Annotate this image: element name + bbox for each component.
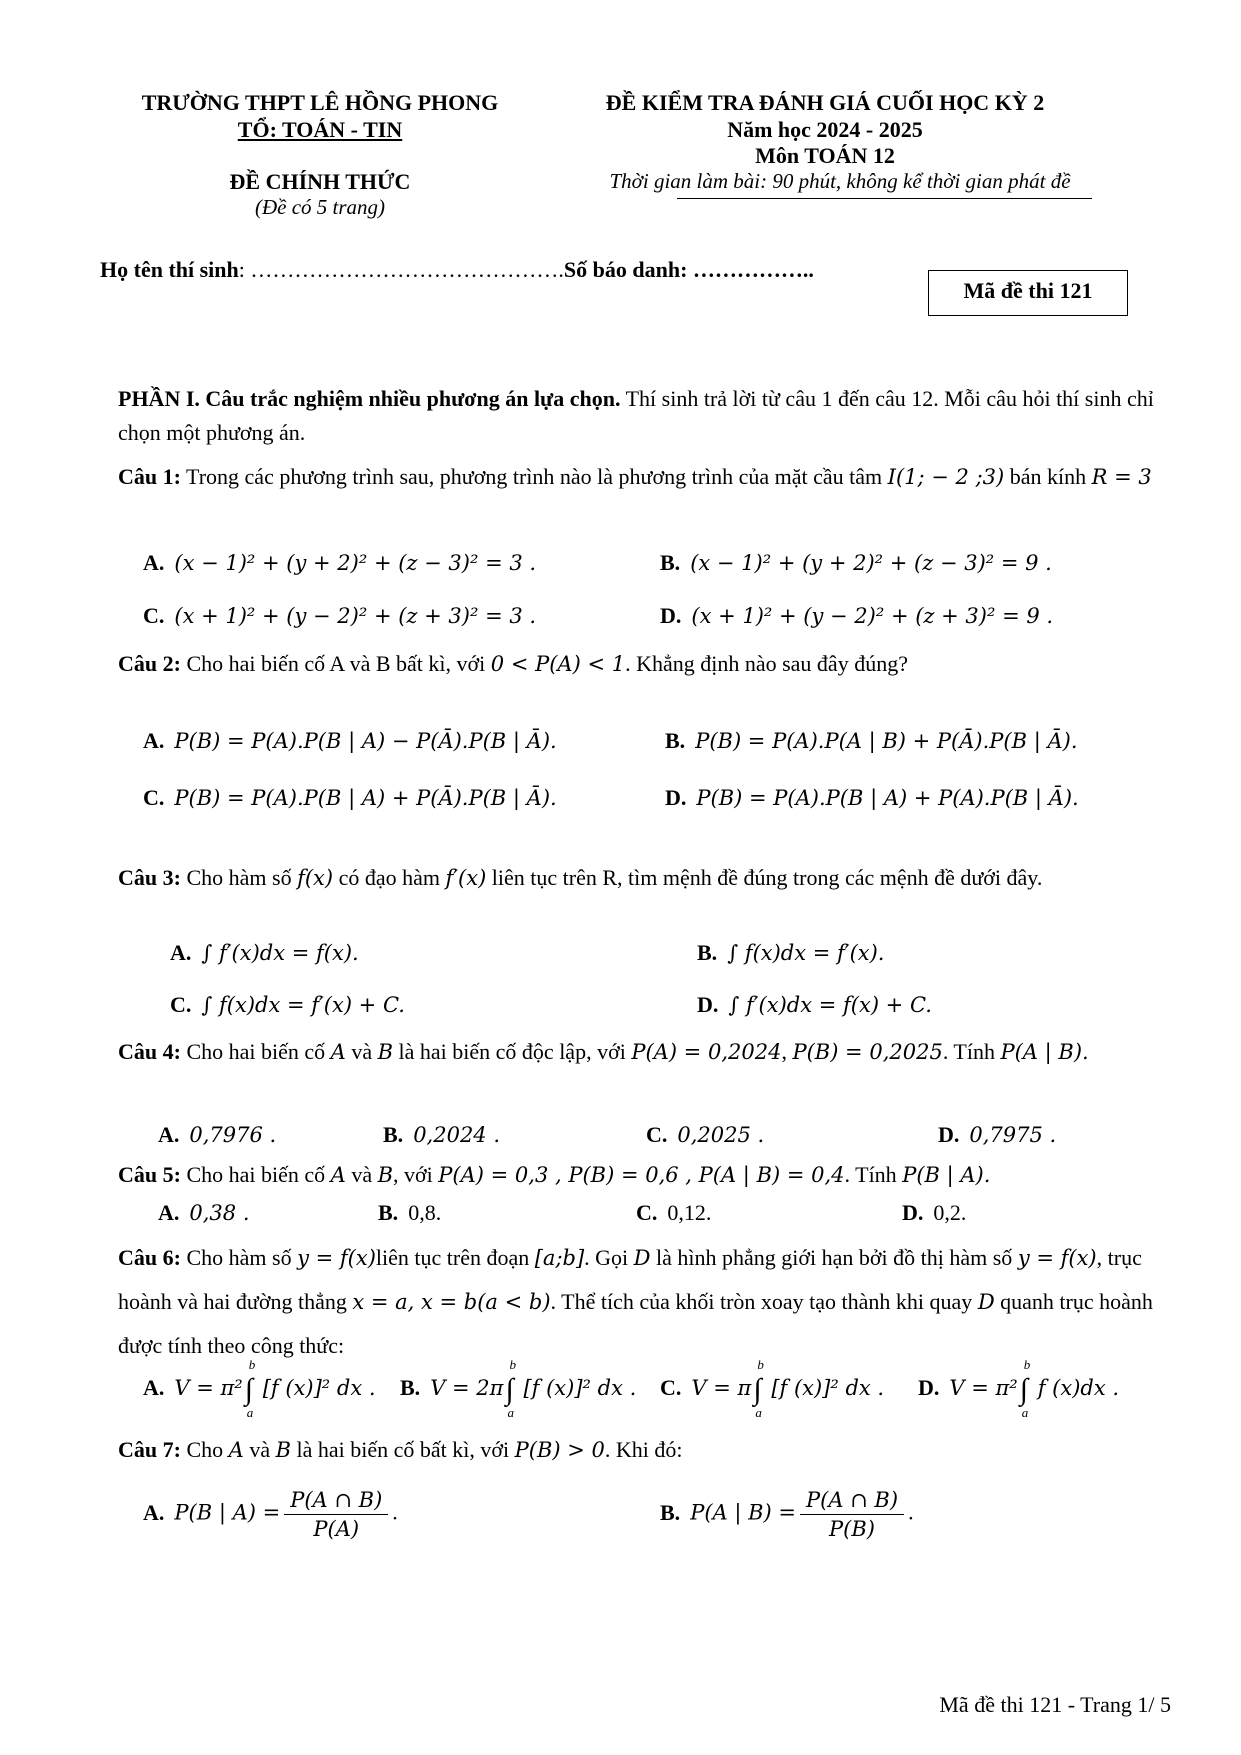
q6-option-c xyxy=(660,1357,885,1420)
question-text: là hai biến cố bất kì, với xyxy=(291,1437,515,1462)
option-prefix: V = π² xyxy=(174,1376,243,1401)
integral-sign: ∫ b a xyxy=(1019,1357,1031,1420)
q2-option-a xyxy=(143,728,557,754)
question-text: , với xyxy=(393,1162,439,1187)
subject: Môn TOÁN 12 xyxy=(755,143,895,168)
option-body: [f (x)]² dx . xyxy=(523,1376,637,1401)
option-text: P(B) = P(A).P(A | B) + P(Ā).P(B | Ā). xyxy=(695,729,1078,753)
question-text: có đạo hàm xyxy=(333,865,446,890)
lower-bound: a xyxy=(755,1405,762,1420)
separator: , xyxy=(781,1039,793,1064)
q1-option-d xyxy=(660,603,1053,629)
option-text: 0,2025 . xyxy=(677,1123,765,1147)
option-text: 0,7975 . xyxy=(969,1123,1057,1147)
lower-bound: a xyxy=(1021,1405,1029,1420)
option-text: ∫ f(x)dx = f′(x) + C. xyxy=(201,993,405,1017)
question-text: , trục hoành và hai đường thẳng xyxy=(118,1245,1142,1314)
option-label: A. xyxy=(158,1122,180,1147)
q1-option-b xyxy=(660,550,1052,576)
question-5 xyxy=(118,1158,1178,1192)
question-text: . Thể tích của khối tròn xoay tạo thành khi quay xyxy=(550,1289,978,1314)
exam-code-box: Mã đề thi 121 xyxy=(928,270,1128,316)
school-year: Năm học 2024 - 2025 xyxy=(727,117,923,142)
upper-bound: b xyxy=(248,1357,256,1372)
integral-sign: ∫ b a xyxy=(753,1357,764,1420)
q2-option-b xyxy=(665,728,1078,754)
math-a: A xyxy=(330,1163,346,1187)
q5-option-d xyxy=(902,1200,966,1226)
option-label: C. xyxy=(143,785,165,810)
option-label: C. xyxy=(636,1200,658,1225)
exam-title: ĐỀ KIỂM TRA ĐÁNH GIÁ CUỐI HỌC KỲ 2 xyxy=(605,90,1045,115)
math-condition: P(B) > 0 xyxy=(514,1438,605,1462)
math-b: B xyxy=(377,1040,394,1064)
option-label: B. xyxy=(697,940,718,965)
option-lhs: P(B | A) = xyxy=(174,1500,281,1525)
part1-instructions xyxy=(118,382,1178,450)
candidate-line xyxy=(100,257,814,283)
q7-option-a: A. P(B | A) = $\frac{P(A \cap B)}{P(A)}$ . xyxy=(143,1488,398,1541)
math-f: f(x) xyxy=(297,866,334,890)
option-label: D. xyxy=(902,1200,924,1225)
question-text: liên tục trên đoạn xyxy=(375,1245,535,1270)
question-text: và xyxy=(243,1437,276,1462)
question-3 xyxy=(118,860,1178,896)
math-ask: P(A | B). xyxy=(1000,1040,1089,1064)
option-text: ∫ f′(x)dx = f(x). xyxy=(201,941,359,965)
option-prefix: V = π² xyxy=(949,1376,1018,1401)
option-text: 0,38 . xyxy=(189,1201,250,1225)
option-label: A. xyxy=(143,550,165,575)
q6-option-d xyxy=(918,1357,1120,1420)
question-label: Câu 6: xyxy=(118,1245,181,1270)
math-d: D xyxy=(977,1290,995,1314)
option-label: B. xyxy=(660,1499,681,1525)
q1-option-a xyxy=(143,550,536,576)
option-label: B. xyxy=(383,1122,404,1147)
math-values: P(A) = 0,3 , P(B) = 0,6 , P(A | B) = 0,4 xyxy=(438,1163,845,1187)
math-d: D xyxy=(633,1246,651,1270)
q2-option-c xyxy=(143,785,557,811)
math-fprime: f′(x) xyxy=(445,866,487,890)
fraction xyxy=(284,1488,388,1541)
official-label: ĐỀ CHÍNH THỨC xyxy=(229,169,411,194)
upper-bound: b xyxy=(1023,1357,1031,1372)
option-label: C. xyxy=(646,1122,668,1147)
q7-option-b: B. P(A | B) = $\frac{P(A \cap B)}{P(B)}$ . xyxy=(660,1488,914,1541)
math-center: I(1; − 2 ;3) xyxy=(887,465,1005,489)
q1-option-c xyxy=(143,603,536,629)
question-label: Câu 2: xyxy=(118,651,181,676)
option-text: ∫ f′(x)dx = f(x) + C. xyxy=(728,993,932,1017)
option-prefix: V = π xyxy=(691,1376,752,1401)
option-label: D. xyxy=(697,992,719,1017)
option-body: [f (x)]² dx . xyxy=(771,1376,885,1401)
option-text: 0,8. xyxy=(408,1200,442,1225)
math-condition: 0 < P(A) < 1 xyxy=(490,652,626,676)
q3-option-d xyxy=(697,992,932,1018)
question-6 xyxy=(118,1236,1178,1367)
upper-bound: b xyxy=(757,1357,764,1372)
integral-sign: ∫ b a xyxy=(505,1357,516,1420)
math-b: B xyxy=(377,1163,394,1187)
lower-bound: a xyxy=(507,1405,514,1420)
question-text: quanh trục hoành được tính theo công thức: xyxy=(118,1289,1153,1358)
q2-option-d xyxy=(665,785,1079,811)
question-7 xyxy=(118,1433,1178,1467)
name-dots: : ……………………………………. xyxy=(238,257,564,282)
integral-sign: ∫ b a xyxy=(244,1357,256,1420)
math-lines: x = a, x = b(a < b) xyxy=(352,1290,551,1314)
question-text: Cho hai biến cố xyxy=(180,1162,331,1187)
option-label: D. xyxy=(660,603,682,628)
lower-bound: a xyxy=(246,1405,254,1420)
upper-bound: b xyxy=(509,1357,516,1372)
option-label: B. xyxy=(378,1200,399,1225)
part1-heading: PHẦN I. Câu trắc nghiệm nhiều phương án lựa chọn. xyxy=(118,386,621,411)
question-label: Câu 3: xyxy=(118,865,181,890)
option-label: A. xyxy=(143,1499,165,1525)
math-a: A xyxy=(228,1438,244,1462)
option-text: P(B) = P(A).P(B | A) + P(A).P(B | Ā). xyxy=(696,786,1079,810)
option-text: 0,2. xyxy=(933,1200,967,1225)
denominator: P(B) xyxy=(829,1517,875,1541)
option-label: D. xyxy=(665,785,687,810)
question-text: . Gọi xyxy=(584,1245,634,1270)
exam-duration: Thời gian làm bài: 90 phút, không kể thời gian phát đề xyxy=(609,169,1071,193)
option-label: B. xyxy=(400,1375,421,1401)
q5-option-c xyxy=(636,1200,711,1226)
q4-option-c xyxy=(646,1122,764,1148)
q6-option-a xyxy=(143,1357,376,1420)
question-label: Câu 1: xyxy=(118,464,181,489)
question-label: Câu 7: xyxy=(118,1437,181,1462)
question-text: . Tính xyxy=(844,1162,903,1187)
question-text: là hai biến cố độc lập, với xyxy=(393,1039,632,1064)
q4-option-a xyxy=(158,1122,276,1148)
q3-option-b xyxy=(697,940,884,966)
page-footer: Mã đề thi 121 - Trang 1/ 5 xyxy=(939,1692,1171,1717)
option-label: C. xyxy=(660,1375,682,1401)
q3-option-a xyxy=(170,940,359,966)
question-text: Cho hàm số xyxy=(180,1245,298,1270)
option-label: C. xyxy=(170,992,192,1017)
q5-option-b xyxy=(378,1200,441,1226)
question-2 xyxy=(118,647,1178,681)
school-name: TRƯỜNG THPT LÊ HỒNG PHONG xyxy=(141,90,499,115)
question-label: Câu 4: xyxy=(118,1039,181,1064)
option-text: (x + 1)² + (y − 2)² + (z + 3)² = 3 . xyxy=(174,604,537,628)
option-label: A. xyxy=(143,1375,165,1401)
question-text: bán kính xyxy=(1004,464,1092,489)
question-text: Trong các phương trình sau, phương trình nào là phương trình của mặt cầu tâm xyxy=(180,464,888,489)
q6-option-b xyxy=(400,1357,637,1420)
part1-text: Thí sinh trả lời từ câu 1 đến câu 12. Mỗi câu hỏi thí sinh chỉ chọn một phương án. xyxy=(118,386,1154,445)
question-text: liên tục trên R, tìm mệnh đề đúng trong các mệnh đề dưới đây. xyxy=(486,865,1043,890)
question-text: . Tính xyxy=(942,1039,1001,1064)
question-1 xyxy=(118,460,1178,494)
math-y: y = f(x) xyxy=(1017,1246,1097,1270)
option-label: D. xyxy=(918,1375,940,1401)
option-text: 0,7976 . xyxy=(189,1123,277,1147)
option-text: (x + 1)² + (y − 2)² + (z + 3)² = 9 . xyxy=(691,604,1054,628)
option-body: [f (x)]² dx . xyxy=(262,1376,376,1401)
q4-option-b xyxy=(383,1122,500,1148)
q4-option-d xyxy=(938,1122,1056,1148)
option-text: (x − 1)² + (y + 2)² + (z − 3)² = 9 . xyxy=(690,551,1052,575)
question-text: . Khi đó: xyxy=(604,1437,683,1462)
q5-option-a xyxy=(158,1200,250,1226)
question-text: Cho hai biến cố xyxy=(180,1039,331,1064)
title-underline xyxy=(677,198,1092,199)
question-text: và xyxy=(345,1039,378,1064)
option-body: f (x)dx . xyxy=(1037,1376,1120,1401)
option-label: A. xyxy=(158,1200,180,1225)
option-text: 0,2024 . xyxy=(413,1123,501,1147)
question-text: Cho hai biến cố A và B bất kì, với xyxy=(180,651,491,676)
page-count: (Đề có 5 trang) xyxy=(254,195,386,219)
option-label: A. xyxy=(170,940,192,965)
option-label: A. xyxy=(143,728,165,753)
option-text: P(B) = P(A).P(B | A) + P(Ā).P(B | Ā). xyxy=(174,786,557,810)
math-ask: P(B | A). xyxy=(902,1163,991,1187)
option-text: P(B) = P(A).P(B | A) − P(Ā).P(B | Ā). xyxy=(174,729,557,753)
question-text: . Khẳng định nào sau đây đúng? xyxy=(625,651,908,676)
department: TỔ: TOÁN - TIN xyxy=(237,117,403,142)
option-label: B. xyxy=(665,728,686,753)
math-pb: P(B) = 0,2025 xyxy=(792,1040,943,1064)
option-prefix: V = 2π xyxy=(430,1376,504,1401)
math-y: y = f(x) xyxy=(297,1246,376,1270)
math-segment: [a;b] xyxy=(534,1246,585,1270)
math-radius: R = 3 xyxy=(1091,465,1152,489)
question-text: Cho hàm số xyxy=(180,865,298,890)
question-text: và xyxy=(345,1162,378,1187)
question-4 xyxy=(118,1033,1178,1071)
name-label: Họ tên thí sinh xyxy=(100,257,239,282)
option-label: B. xyxy=(660,550,681,575)
math-pa: P(A) = 0,2024 xyxy=(631,1040,782,1064)
math-a: A xyxy=(330,1040,346,1064)
question-text: là hình phẳng giới hạn bởi đồ thị hàm số xyxy=(650,1245,1018,1270)
fraction xyxy=(800,1488,904,1541)
option-text: 0,12. xyxy=(667,1200,712,1225)
math-b: B xyxy=(275,1438,292,1462)
numerator: P(A ∩ B) xyxy=(800,1488,904,1515)
option-label: D. xyxy=(938,1122,960,1147)
denominator: P(A) xyxy=(313,1517,360,1541)
option-lhs: P(A | B) = xyxy=(690,1500,796,1525)
id-label: Số báo danh: …………….. xyxy=(563,257,814,282)
option-label: C. xyxy=(143,603,165,628)
option-text: (x − 1)² + (y + 2)² + (z − 3)² = 3 . xyxy=(174,551,537,575)
numerator: P(A ∩ B) xyxy=(284,1488,388,1515)
question-label: Câu 5: xyxy=(118,1162,181,1187)
option-text: ∫ f(x)dx = f′(x). xyxy=(727,941,885,965)
question-text: Cho xyxy=(180,1437,229,1462)
q3-option-c xyxy=(170,992,405,1018)
